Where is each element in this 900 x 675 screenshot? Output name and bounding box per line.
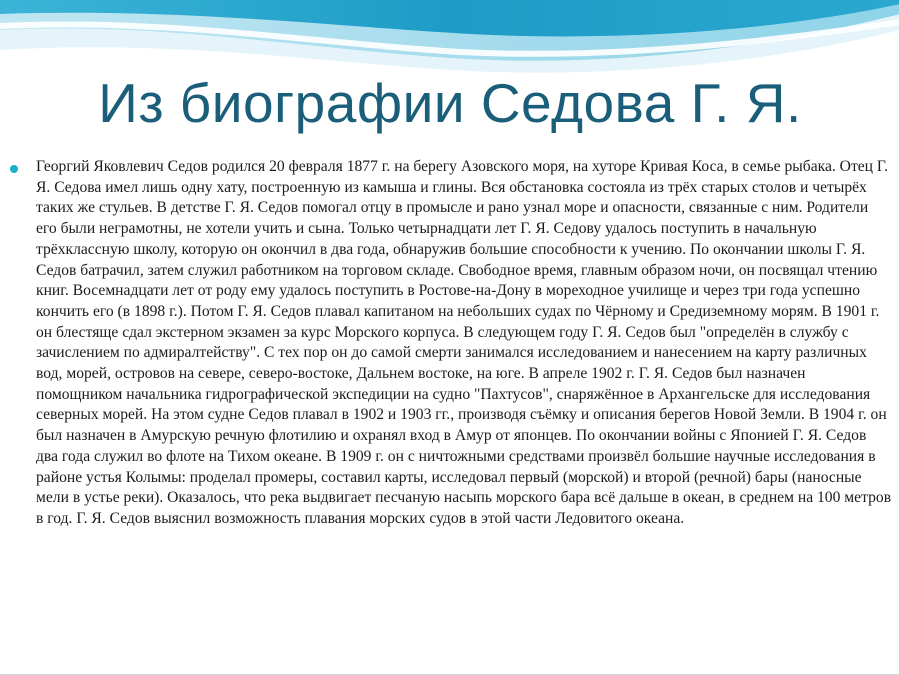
slide-title: Из биографии Седова Г. Я. [98,72,802,134]
biography-paragraph: Георгий Яковлевич Седов родился 20 февраля 1877 г. на берегу Азовского моря, на хуторе Кривая Коса, в семье рыбака. Отец Г. Я. Седова имел лишь одну хату, построенную из камыша и глины. Вся обстановка состояла из трёх старых столов и четырёх таких же стульев. В детстве Г. Я. Седов помогал отцу в промысле и рано узнал море и опасности, связанные с ним. Родители его были неграмотны, не хотели учить и сына. Только четырнадцати лет Г. Я. Седову удалось поступить в начальную трёхклассную школу, которую он окончил в два года, обнаружив большие способности к учению. По окончании школы Г. Я. Седов батрачил, затем служил работником на торговом складе. Свободное время, главным образом ночи, он посвящал чтению книг. Восемнадцати лет от роду ему удалось поступить в Ростове-на-Дону в мореходное училище и через три года успешно кончить его (в 1898 г.). Потом Г. Я. Седов плавал капитаном на небольших судах по Чёрному и Средиземному морям. В 1901 г. он блестяще сдал экстерном экзамен за курс Морского корпуса. В следующем году Г. Я. Седов был "определён в службу с зачислением по адмиралтейству". С тех пор он до самой смерти занимался исследованием и нанесением на карту различных вод, морей, островов на севере, северо-востоке, Дальнем востоке, на юге. В апреле 1902 г. Г. Я. Седов был назначен помощником начальника гидрографической экспедиции на судно "Пахтусов", снаряжённое в Архангельске для исследования северных морей. На этом судне Седов плавал в 1902 и 1903 гг., производя съёмку и описания берегов Новой Земли. В 1904 г. он был назначен в Амурскую речную флотилию и охранял вход в Амур от японцев. По окончании войны с Японией Г. Я. Седов два года служил во флоте на Тихом океане. В 1909 г. он с ничтожными средствами произвёл большие научные исследования в районе устья Колымы: проделал промеры, составил карты, исследовал первый (морской) и второй (речной) бары (наносные мели в устье реки). Оказалось, что река выдвигает песчаную насыпь морского бара всё дальше в океан, в среднем на 100 метров в год. Г. Я. Седов выяснил возможность плавания морских судов в этой части Ледовитого океана. [36,158,892,527]
circle-bullet-icon [10,165,18,173]
